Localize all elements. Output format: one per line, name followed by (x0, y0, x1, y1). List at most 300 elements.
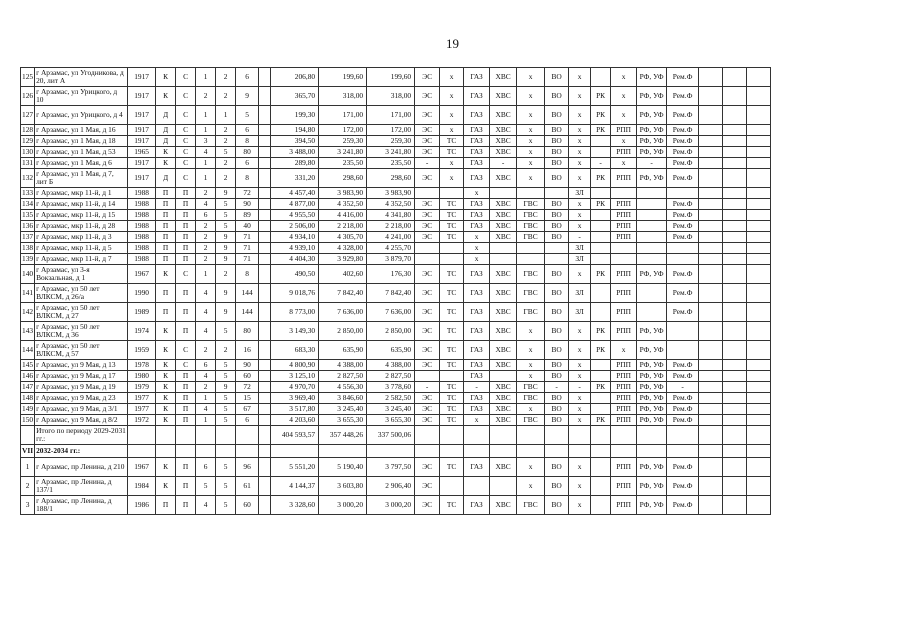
repair-fund-cell: Рем.Ф (667, 360, 699, 371)
residential-area-cell: 4 388,00 (319, 360, 367, 371)
hot-water-cell (517, 445, 545, 458)
total-area-cell: 3 517,80 (271, 404, 319, 415)
extra-2-cell (723, 496, 747, 515)
hot-water-cell: х (517, 136, 545, 147)
hot-water-cell: х (517, 158, 545, 169)
repair-fund-cell: Рем.Ф (667, 125, 699, 136)
apartments-cell: 71 (236, 232, 259, 243)
spacer-cell (259, 404, 271, 415)
roof-repair-cell (591, 445, 611, 458)
entrances-cell: 5 (216, 147, 236, 158)
extra-2-cell (723, 232, 747, 243)
mark-cell: х (569, 136, 591, 147)
mark-cell: х (569, 169, 591, 188)
wall-material-cell: П (156, 254, 176, 265)
extra-1-cell (699, 477, 723, 496)
entrances-cell: 2 (216, 265, 236, 284)
address-cell: г Арзамас, ул 50 лет ВЛКСМ, д 57 (35, 341, 128, 360)
apartments-cell (236, 445, 259, 458)
power-supply-cell: ЭС (415, 303, 440, 322)
drainage-cell: ВО (545, 232, 569, 243)
apartments-cell: 89 (236, 210, 259, 221)
extra-3-cell (747, 125, 771, 136)
facade-repair-cell: РФ, УФ (637, 415, 667, 426)
year-built-cell: 1977 (128, 393, 156, 404)
mark-cell: х (569, 371, 591, 382)
private-area-cell: 635,90 (367, 341, 415, 360)
row-number-cell: 148 (22, 392, 34, 402)
floor-material-cell: П (176, 496, 196, 515)
extra-2-cell (723, 303, 747, 322)
table-row (21, 136, 771, 147)
drainage-cell: ВО (545, 221, 569, 232)
facade-repair-cell (637, 254, 667, 265)
table-row (21, 68, 771, 87)
row-number-cell: 132 (21, 169, 35, 188)
hot-water-cell: х (517, 360, 545, 371)
extra-3-cell (747, 243, 771, 254)
wall-material-cell: П (156, 199, 176, 210)
roof-repair-cell (591, 426, 611, 445)
year-built-cell (128, 426, 156, 445)
spacer-cell (259, 254, 271, 265)
entrances-cell: 5 (216, 221, 236, 232)
basement-repair-cell: РПП (611, 221, 637, 232)
extra-2-cell (723, 404, 747, 415)
apartments-cell: 6 (236, 158, 259, 169)
heat-supply-cell (440, 445, 464, 458)
spacer-cell (259, 68, 271, 87)
spacer-cell (259, 188, 271, 199)
cold-water-cell: ХВС (490, 169, 517, 188)
drainage-cell: ВО (545, 158, 569, 169)
gas-supply-cell: ГАЗ (464, 106, 490, 125)
floor-material-cell: С (176, 360, 196, 371)
drainage-cell: ВО (545, 125, 569, 136)
year-built-cell: 1988 (128, 199, 156, 210)
floors-cell: 2 (196, 243, 216, 254)
drainage-cell: ВО (545, 147, 569, 158)
heat-supply-cell (440, 426, 464, 445)
hot-water-cell: ГВС (517, 415, 545, 426)
residential-area-cell: 3 245,40 (319, 404, 367, 415)
entrances-cell: 5 (216, 360, 236, 371)
floors-cell: 4 (196, 284, 216, 303)
gas-supply-cell: ГАЗ (464, 125, 490, 136)
table-row (21, 87, 771, 106)
extra-2-cell (723, 477, 747, 496)
cold-water-cell: ХВС (490, 68, 517, 87)
extra-2-cell (723, 415, 747, 426)
extra-2-cell (723, 125, 747, 136)
gas-supply-cell: ГАЗ (464, 265, 490, 284)
extra-3-cell (747, 477, 771, 496)
cold-water-cell: ХВС (490, 106, 517, 125)
table-row (21, 382, 771, 393)
row-number-cell: 134 (22, 198, 34, 208)
address-cell: г Арзамас, ул 9 Мая, д 13 (35, 360, 128, 371)
row-number-cell: 130 (22, 146, 34, 156)
floor-material-cell: П (176, 199, 196, 210)
apartments-cell: 72 (236, 188, 259, 199)
hot-water-cell: ГВС (517, 303, 545, 322)
year-built-cell: 1978 (128, 360, 156, 371)
total-area-cell: 4 144,37 (271, 477, 319, 496)
facade-repair-cell: РФ, УФ (637, 477, 667, 496)
total-area-cell: 3 488,00 (271, 147, 319, 158)
roof-repair-cell (591, 393, 611, 404)
private-area-cell: 2 906,40 (367, 477, 415, 496)
row-number-cell: 143 (21, 322, 35, 341)
heat-supply-cell: ТС (440, 303, 464, 322)
entrances-cell: 5 (216, 496, 236, 515)
private-area-cell: 4 241,00 (367, 232, 415, 243)
power-supply-cell (415, 445, 440, 458)
wall-material-cell: П (156, 232, 176, 243)
drainage-cell: ВО (545, 136, 569, 147)
wall-material-cell: Д (156, 169, 176, 188)
cold-water-cell: ХВС (490, 404, 517, 415)
power-supply-cell: ЭС (415, 221, 440, 232)
spacer-cell (259, 136, 271, 147)
total-area-cell: 4 970,70 (271, 382, 319, 393)
extra-2-cell (723, 87, 747, 106)
repair-fund-cell: Рем.Ф (667, 199, 699, 210)
residential-area-cell (319, 445, 367, 458)
facade-repair-cell (637, 210, 667, 221)
repair-fund-cell: Рем.Ф (667, 87, 699, 106)
mark-cell: - (569, 382, 591, 393)
total-area-cell: 4 939,10 (271, 243, 319, 254)
extra-1-cell (699, 415, 723, 426)
heat-supply-cell: ТС (440, 458, 464, 477)
private-area-cell: 259,30 (367, 136, 415, 147)
address-cell: г Арзамас, пр Ленина, д 188/1 (35, 496, 128, 515)
facade-repair-cell: РФ, УФ (637, 322, 667, 341)
extra-3-cell (747, 147, 771, 158)
spacer-cell (259, 477, 271, 496)
entrances-cell: 5 (216, 404, 236, 415)
power-supply-cell: ЭС (415, 458, 440, 477)
table-row (21, 106, 771, 125)
drainage-cell: ВО (545, 477, 569, 496)
row-number-cell: 145 (22, 359, 34, 369)
drainage-cell: ВО (545, 210, 569, 221)
apartments-cell: 96 (236, 458, 259, 477)
entrances-cell: 2 (216, 136, 236, 147)
spacer-cell (259, 125, 271, 136)
hot-water-cell: ГВС (517, 210, 545, 221)
floors-cell: 2 (196, 254, 216, 265)
gas-supply-cell: ГАЗ (464, 147, 490, 158)
total-area-cell: 365,70 (271, 87, 319, 106)
floors-cell: 4 (196, 147, 216, 158)
drainage-cell (545, 243, 569, 254)
roof-repair-cell: РК (591, 106, 611, 125)
extra-3-cell (747, 221, 771, 232)
apartments-cell: 9 (236, 87, 259, 106)
repair-fund-cell: Рем.Ф (667, 68, 699, 87)
entrances-cell: 2 (216, 87, 236, 106)
table-row (21, 125, 771, 136)
extra-3-cell (747, 393, 771, 404)
cold-water-cell: ХВС (490, 382, 517, 393)
facade-repair-cell (637, 188, 667, 199)
floors-cell: 2 (196, 382, 216, 393)
repair-fund-cell (667, 426, 699, 445)
mark-cell: х (569, 158, 591, 169)
residential-area-cell: 3 929,80 (319, 254, 367, 265)
facade-repair-cell: РФ, УФ (637, 382, 667, 393)
table-row (21, 243, 771, 254)
year-built-cell: 1917 (128, 125, 156, 136)
table-row (21, 232, 771, 243)
facade-repair-cell: РФ, УФ (637, 68, 667, 87)
basement-repair-cell: РПП (611, 371, 637, 382)
power-supply-cell: ЭС (415, 106, 440, 125)
extra-1-cell (699, 106, 723, 125)
private-area-cell: 2 827,50 (367, 371, 415, 382)
power-supply-cell: ЭС (415, 169, 440, 188)
basement-repair-cell: РПП (611, 169, 637, 188)
heat-supply-cell: х (440, 125, 464, 136)
extra-2-cell (723, 458, 747, 477)
basement-repair-cell: РПП (611, 496, 637, 515)
extra-2-cell (723, 341, 747, 360)
year-built-cell: 1988 (128, 232, 156, 243)
gas-supply-cell: ГАЗ (464, 393, 490, 404)
floor-material-cell: С (176, 68, 196, 87)
table-row (21, 210, 771, 221)
repair-fund-cell: Рем.Ф (667, 169, 699, 188)
cold-water-cell: ХВС (490, 322, 517, 341)
roof-repair-cell (591, 136, 611, 147)
extra-3-cell (747, 210, 771, 221)
entrances-cell: 9 (216, 243, 236, 254)
wall-material-cell: К (156, 393, 176, 404)
basement-repair-cell: РПП (611, 360, 637, 371)
cold-water-cell: ХВС (490, 87, 517, 106)
roof-repair-cell (591, 254, 611, 265)
roof-repair-cell: РК (591, 382, 611, 393)
heat-supply-cell: ТС (440, 404, 464, 415)
facade-repair-cell (637, 445, 667, 458)
apartments-cell: 5 (236, 106, 259, 125)
extra-2-cell (723, 106, 747, 125)
row-number-cell: 136 (22, 220, 34, 230)
extra-1-cell (699, 322, 723, 341)
facade-repair-cell (637, 232, 667, 243)
extra-3-cell (747, 382, 771, 393)
entrances-cell: 2 (216, 68, 236, 87)
address-cell: г Арзамас, ул Урицкого, д 10 (35, 87, 128, 106)
apartments-cell: 72 (236, 382, 259, 393)
apartments-cell: 144 (236, 284, 259, 303)
total-area-cell: 3 125,10 (271, 371, 319, 382)
roof-repair-cell (591, 404, 611, 415)
private-area-cell: 171,00 (367, 106, 415, 125)
extra-1-cell (699, 393, 723, 404)
floor-material-cell: П (176, 404, 196, 415)
roof-repair-cell (591, 496, 611, 515)
address-cell: г Арзамас, ул 50 лет ВЛКСМ, д 26/а (35, 284, 128, 303)
drainage-cell: ВО (545, 404, 569, 415)
year-built-cell: 1917 (128, 87, 156, 106)
extra-1-cell (699, 458, 723, 477)
total-area-cell: 331,20 (271, 169, 319, 188)
facade-repair-cell: РФ, УФ (637, 106, 667, 125)
heat-supply-cell (440, 188, 464, 199)
roof-repair-cell: РК (591, 322, 611, 341)
extra-3-cell (747, 360, 771, 371)
table-row (21, 254, 771, 265)
hot-water-cell: ГВС (517, 221, 545, 232)
residential-area-cell: 298,60 (319, 169, 367, 188)
roof-repair-cell (591, 458, 611, 477)
wall-material-cell: П (156, 303, 176, 322)
extra-1-cell (699, 188, 723, 199)
residential-area-cell: 3 655,30 (319, 415, 367, 426)
roof-repair-cell (591, 68, 611, 87)
private-area-cell (367, 445, 415, 458)
apartments-cell: 90 (236, 199, 259, 210)
total-area-cell: 206,80 (271, 68, 319, 87)
year-built-cell: 1988 (128, 254, 156, 265)
gas-supply-cell: ГАЗ (464, 322, 490, 341)
residential-area-cell: 259,30 (319, 136, 367, 147)
spacer-cell (259, 496, 271, 515)
heat-supply-cell: х (440, 169, 464, 188)
table-row (21, 147, 771, 158)
power-supply-cell: ЭС (415, 210, 440, 221)
extra-2-cell (723, 158, 747, 169)
hot-water-cell: ГВС (517, 284, 545, 303)
heat-supply-cell (440, 371, 464, 382)
basement-repair-cell: х (611, 106, 637, 125)
address-cell: г Арзамас, мкр 11-й, д 15 (35, 210, 128, 221)
floor-material-cell: П (176, 477, 196, 496)
mark-cell (569, 445, 591, 458)
wall-material-cell: К (156, 158, 176, 169)
total-area-cell: 199,30 (271, 106, 319, 125)
spacer-cell (259, 243, 271, 254)
address-cell: г Арзамас, пр Ленина, д 210 (35, 458, 128, 477)
cold-water-cell: ХВС (490, 125, 517, 136)
repair-fund-cell: Рем.Ф (667, 106, 699, 125)
wall-material-cell: П (156, 284, 176, 303)
extra-3-cell (747, 322, 771, 341)
heat-supply-cell: ТС (440, 322, 464, 341)
spacer-cell (259, 221, 271, 232)
residential-area-cell: 402,60 (319, 265, 367, 284)
entrances-cell (216, 426, 236, 445)
cold-water-cell: ХВС (490, 458, 517, 477)
cold-water-cell: ХВС (490, 360, 517, 371)
apartments-cell: 80 (236, 322, 259, 341)
table-row (21, 188, 771, 199)
power-supply-cell: ЭС (415, 393, 440, 404)
address-cell: г Арзамас, пр Ленина, д 137/1 (35, 477, 128, 496)
spacer-cell (259, 303, 271, 322)
spacer-cell (259, 210, 271, 221)
cold-water-cell (490, 445, 517, 458)
total-area-cell: 3 149,30 (271, 322, 319, 341)
basement-repair-cell: х (611, 87, 637, 106)
year-built-cell: 1967 (128, 265, 156, 284)
facade-repair-cell (637, 303, 667, 322)
cold-water-cell: - (490, 158, 517, 169)
repair-fund-cell: Рем.Ф (667, 265, 699, 284)
address-cell: 2032-2034 гг.: (35, 445, 128, 458)
entrances-cell: 1 (216, 106, 236, 125)
wall-material-cell: Д (156, 125, 176, 136)
gas-supply-cell: х (464, 188, 490, 199)
residential-area-cell: 235,50 (319, 158, 367, 169)
basement-repair-cell: РПП (611, 322, 637, 341)
power-supply-cell (415, 371, 440, 382)
address-cell: г Арзамас, ул 1 Мая, д 6 (35, 158, 128, 169)
private-area-cell: 3 241,80 (367, 147, 415, 158)
power-supply-cell: ЭС (415, 284, 440, 303)
floor-material-cell: С (176, 158, 196, 169)
address-cell: Итого по периоду 2029-2031 гг.: (36, 425, 126, 443)
extra-1-cell (699, 496, 723, 515)
wall-material-cell: Д (156, 136, 176, 147)
year-built-cell: 1965 (128, 147, 156, 158)
mark-cell: ЗЛ (569, 254, 591, 265)
table-row (21, 169, 771, 188)
heat-supply-cell: ТС (440, 136, 464, 147)
drainage-cell: ВО (545, 458, 569, 477)
mark-cell (569, 426, 591, 445)
extra-3-cell (747, 445, 771, 458)
basement-repair-cell: х (611, 341, 637, 360)
mark-cell: ЗЛ (569, 284, 591, 303)
address-cell: г Арзамас, ул 3-я Вокзальная, д 1 (35, 265, 128, 284)
address-cell: г Арзамас, мкр 11-й, д 7 (35, 254, 128, 265)
row-number-cell: 142 (21, 303, 35, 322)
extra-3-cell (747, 254, 771, 265)
basement-repair-cell: РПП (611, 265, 637, 284)
row-number-cell: 125 (21, 68, 35, 87)
facade-repair-cell: РФ, УФ (637, 360, 667, 371)
apartments-cell: 80 (236, 147, 259, 158)
total-row (21, 426, 771, 445)
extra-2-cell (723, 445, 747, 458)
floor-material-cell: П (176, 393, 196, 404)
roof-repair-cell (591, 477, 611, 496)
apartments-cell: 15 (236, 393, 259, 404)
private-area-cell: 337 500,06 (367, 426, 415, 445)
extra-1-cell (699, 243, 723, 254)
power-supply-cell: ЭС (415, 341, 440, 360)
extra-1-cell (699, 426, 723, 445)
basement-repair-cell: РПП (611, 303, 637, 322)
private-area-cell: 3 778,60 (367, 382, 415, 393)
basement-repair-cell (611, 254, 637, 265)
roof-repair-cell: РК (591, 125, 611, 136)
cold-water-cell (490, 371, 517, 382)
floor-material-cell: П (176, 322, 196, 341)
entrances-cell: 9 (216, 382, 236, 393)
hot-water-cell (517, 426, 545, 445)
roof-repair-cell (591, 147, 611, 158)
extra-2-cell (723, 136, 747, 147)
floors-cell: 6 (196, 458, 216, 477)
floors-cell: 2 (196, 87, 216, 106)
repair-fund-cell: Рем.Ф (667, 415, 699, 426)
floors-cell (196, 426, 216, 445)
